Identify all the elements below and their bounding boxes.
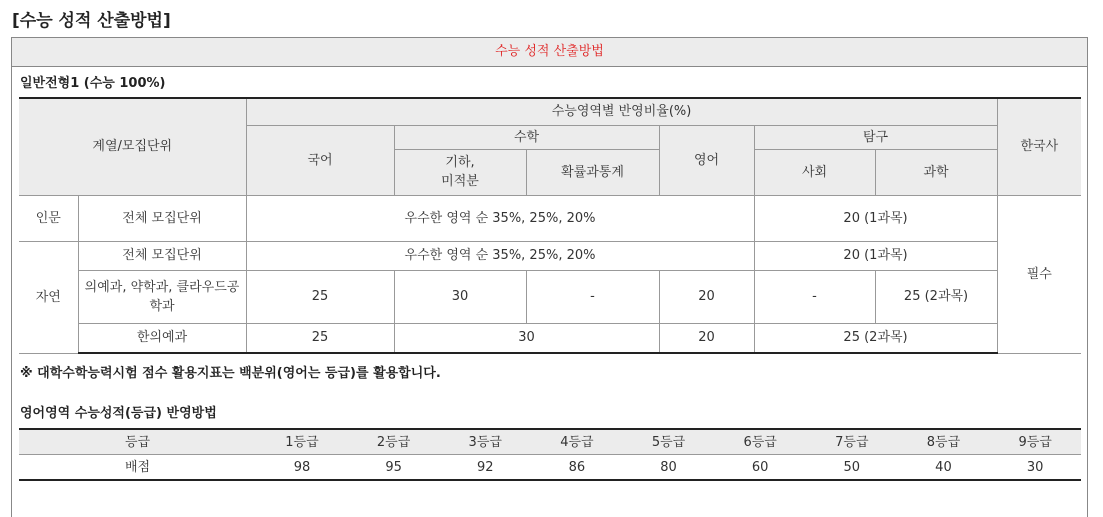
header-ratio: 수능영역별 반영비율(%)	[246, 98, 997, 125]
score-8: 40	[898, 455, 990, 481]
score-3: 92	[439, 455, 531, 481]
oriental-inquiry: 25 (2과목)	[754, 323, 997, 353]
section1-title: 일반전형1 (수능 100%)	[20, 76, 166, 91]
note: ※ 대학수학능력시험 점수 활용지표는 백분위(영어는 등급)를 활용합니다.	[20, 366, 441, 381]
grade-6: 6등급	[714, 429, 806, 455]
box-title: 수능 성적 산출방법	[12, 38, 1087, 67]
inquiry-natural: 20 (1과목)	[754, 241, 997, 270]
medical-social: -	[754, 270, 875, 323]
score-9: 30	[989, 455, 1081, 481]
grade-3: 3등급	[439, 429, 531, 455]
score-4: 86	[531, 455, 623, 481]
medical-calculus: 30	[394, 270, 526, 323]
header-unit: 계열/모집단위	[19, 98, 246, 195]
history-required: 필수	[997, 195, 1081, 353]
header-social: 사회	[754, 149, 875, 195]
header-inquiry: 탐구	[754, 125, 997, 149]
header-korean: 국어	[246, 125, 394, 195]
unit-oriental: 한의예과	[78, 323, 246, 353]
grade-9: 9등급	[989, 429, 1081, 455]
oriental-korean: 25	[246, 323, 394, 353]
grade-4: 4등급	[531, 429, 623, 455]
score-1: 98	[256, 455, 348, 481]
grade-2: 2등급	[348, 429, 440, 455]
score-7: 50	[806, 455, 898, 481]
oriental-math: 30	[394, 323, 659, 353]
medical-korean: 25	[246, 270, 394, 323]
row-score-label: 배점	[19, 455, 256, 481]
grade-8: 8등급	[898, 429, 990, 455]
track-natural: 자연	[19, 241, 78, 353]
medical-english: 20	[659, 270, 754, 323]
grade-5: 5등급	[623, 429, 715, 455]
medical-probability: -	[526, 270, 659, 323]
medical-science: 25 (2과목)	[875, 270, 997, 323]
grade-1: 1등급	[256, 429, 348, 455]
unit-all-natural: 전체 모집단위	[78, 241, 246, 270]
ratio-top3-humanities: 우수한 영역 순 35%, 25%, 20%	[246, 195, 754, 241]
grade-7: 7등급	[806, 429, 898, 455]
score-2: 95	[348, 455, 440, 481]
unit-all-humanities: 전체 모집단위	[78, 195, 246, 241]
section2-title: 영어영역 수능성적(등급) 반영방법	[20, 406, 217, 421]
header-grade: 등급	[19, 429, 256, 455]
header-science: 과학	[875, 149, 997, 195]
header-probability: 확률과통계	[526, 149, 659, 195]
header-history: 한국사	[997, 98, 1081, 195]
inquiry-humanities: 20 (1과목)	[754, 195, 997, 241]
ratio-table	[19, 97, 1081, 354]
english-grade-table	[19, 428, 1081, 481]
ratio-top3-natural: 우수한 영역 순 35%, 25%, 20%	[246, 241, 754, 270]
header-english: 영어	[659, 125, 754, 195]
track-humanities: 인문	[19, 195, 78, 241]
score-6: 60	[714, 455, 806, 481]
score-5: 80	[623, 455, 715, 481]
unit-medical: 의예과, 약학과, 클라우드공학과	[78, 270, 246, 323]
header-math: 수학	[394, 125, 659, 149]
score-method-box	[11, 37, 1088, 517]
page-heading: [수능 성적 산출방법]	[12, 11, 171, 31]
oriental-english: 20	[659, 323, 754, 353]
header-calculus: 기하, 미적분	[394, 149, 526, 195]
